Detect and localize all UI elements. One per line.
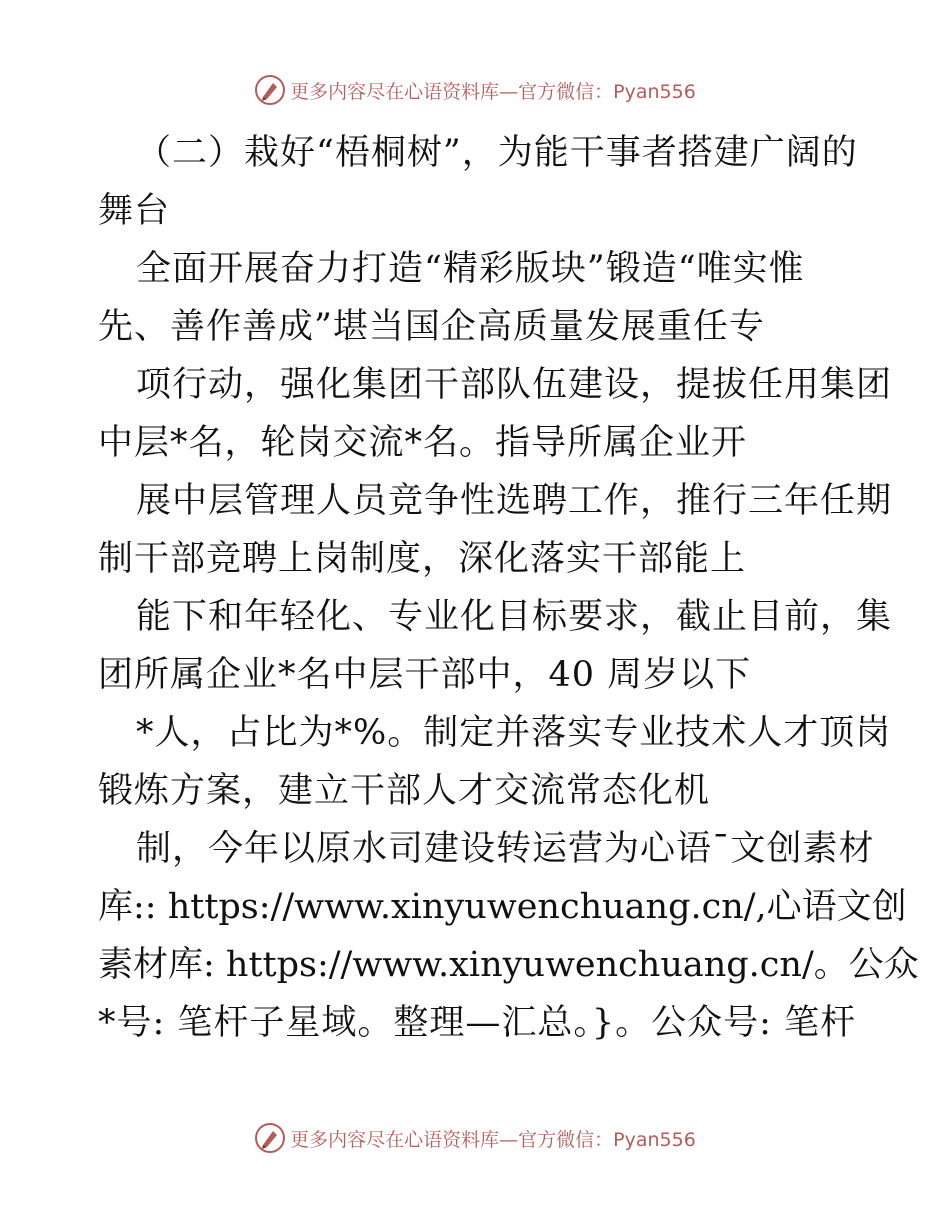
- paragraph-line: 素材库: https://www.xinyuwenchuang.cn/。公众: [98, 945, 919, 985]
- section-heading-line-1: （二）栽好“梧桐树”，为能干事者搭建广阔的: [136, 133, 858, 173]
- footer-wechat-id: Pyan556: [613, 1128, 696, 1151]
- header-wechat-id: Pyan556: [613, 80, 696, 103]
- header-banner: [0, 70, 950, 110]
- paragraph-line: 制干部竞聘上岗制度，深化落实干部能上: [98, 539, 747, 579]
- paragraph-line: 全面开展奋力打造“精彩版块”锻造“唯实惟: [136, 249, 805, 289]
- pen-nib-icon: [254, 74, 286, 106]
- paragraph-line: 团所属企业*名中层干部中，40 周岁以下: [98, 655, 752, 695]
- footer-banner: [0, 1118, 950, 1158]
- document-body: [98, 124, 919, 1052]
- paragraph-line: *号: 笔杆子星域。整理—汇总。}。公众号: 笔杆: [98, 1003, 857, 1043]
- header-banner-label: 更多内容尽在心语资料库—官方微信：: [290, 80, 614, 103]
- paragraph-line: 制，今年以原水司建设转运营为心语¯文创素材: [136, 829, 875, 869]
- paragraph-line: 锻炼方案，建立干部人才交流常态化机: [98, 771, 711, 811]
- section-heading-line-2: 舞台: [98, 191, 171, 231]
- paragraph-line: 先、善作善成”堪当国企高质量发展重任专: [98, 307, 765, 347]
- pen-nib-icon: [254, 1122, 286, 1154]
- footer-banner-text: [290, 1125, 696, 1152]
- paragraph-line: 能下和年轻化、专业化目标要求，截止目前，集: [136, 597, 893, 637]
- paragraph-line: 展中层管理人员竞争性选聘工作，推行三年任期: [136, 481, 893, 521]
- footer-banner-label: 更多内容尽在心语资料库—官方微信：: [290, 1128, 614, 1151]
- paragraph-line: *人，占比为*%。制定并落实专业技术人才顶岗: [136, 713, 892, 753]
- paragraph-line: 中层*名，轮岗交流*名。指导所属企业开: [98, 423, 748, 463]
- header-banner-text: [290, 77, 696, 104]
- paragraph-line: 库:: https://www.xinyuwenchuang.cn/,心语文创: [98, 887, 907, 927]
- paragraph-line: 项行动，强化集团干部队伍建设，提拔任用集团: [136, 365, 893, 405]
